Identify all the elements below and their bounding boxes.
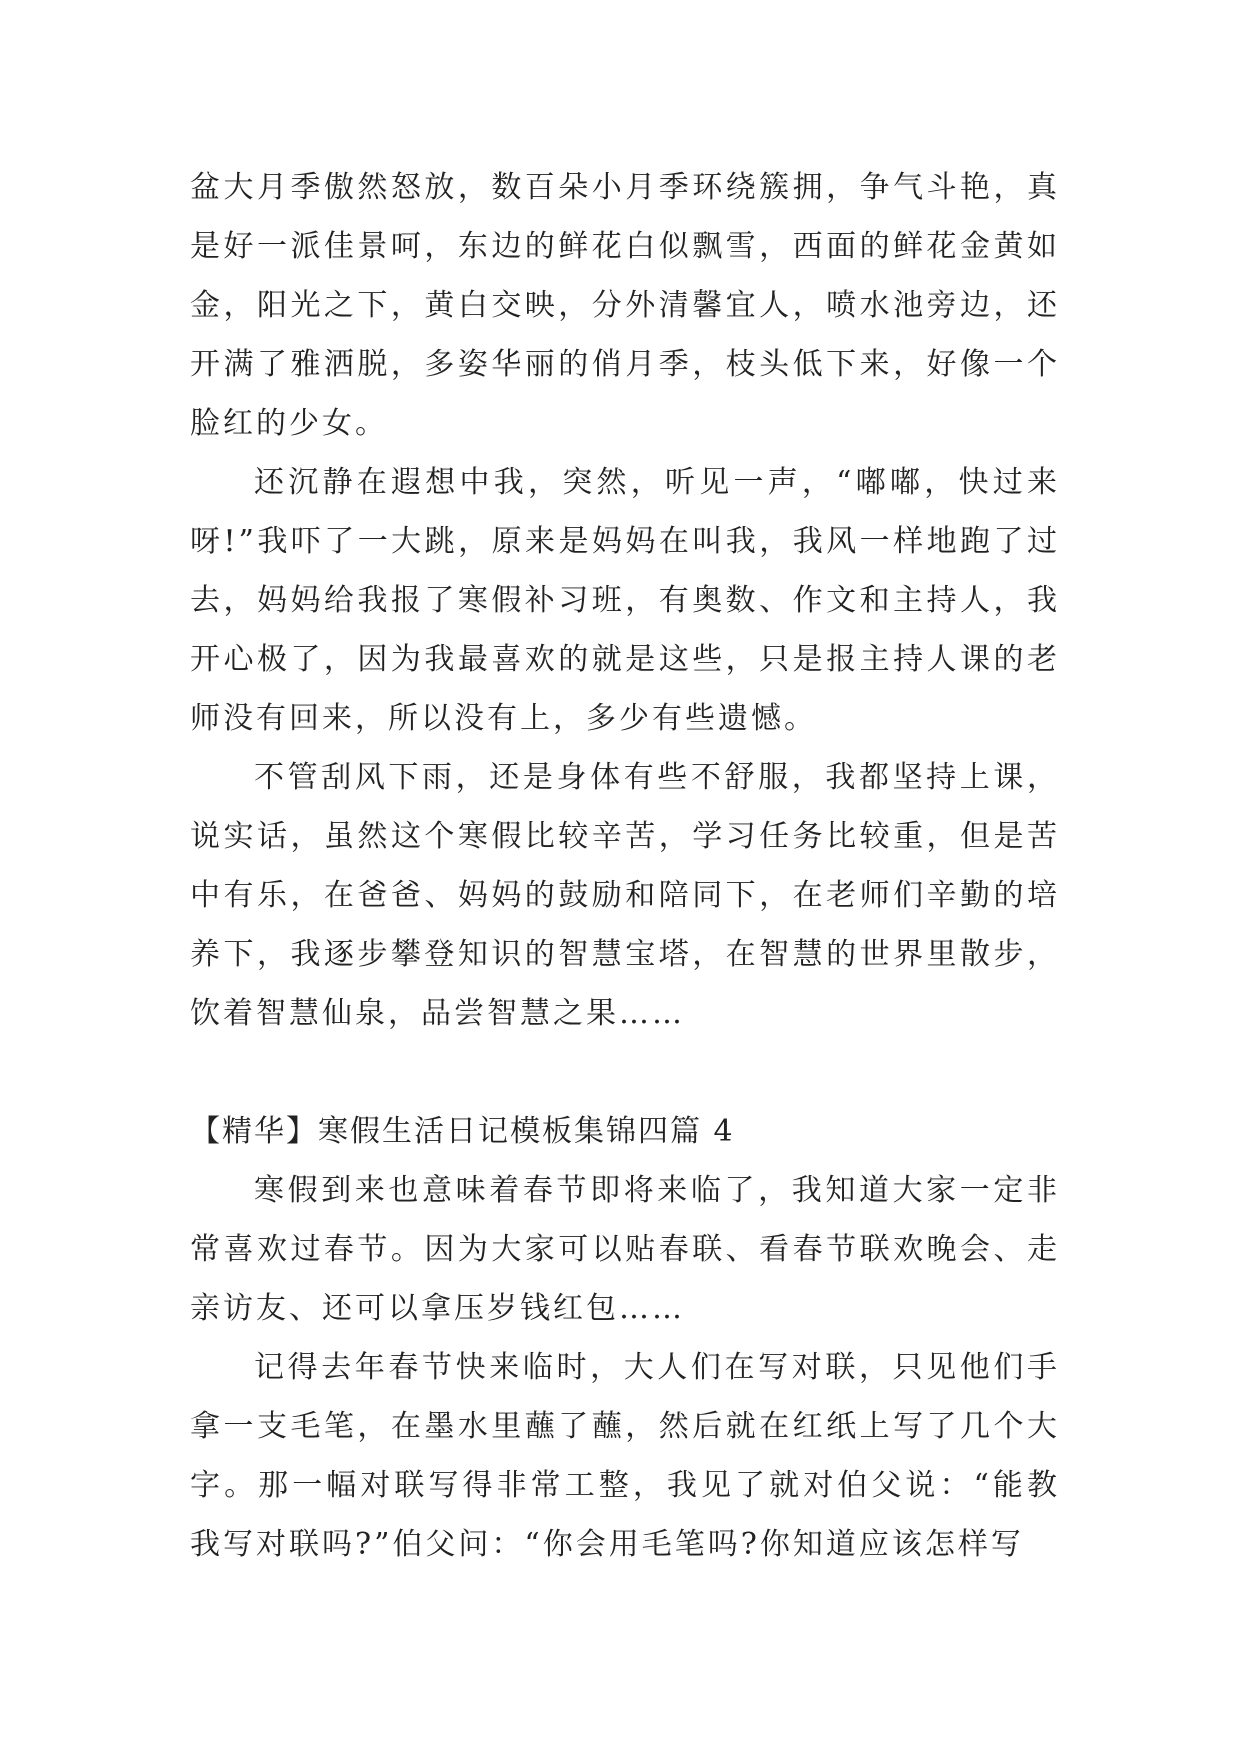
paragraph-mom-calling: 还沉静在遐想中我，突然，听见一声，“嘟嘟，快过来呀!”我吓了一大跳，原来是妈妈在叫我，我风一样地跑了过去，妈妈给我报了寒假补习班，有奥数、作文和主持人，我开心极了，因为我最喜欢的就是这些，只是报主持人课的老师没有回来，所以没有上，多少有些遗憾。 [190, 465, 1060, 736]
paragraph-couplets: 记得去年春节快来临时，大人们在写对联，只见他们手拿一支毛笔，在墨水里蘸了蘸，然后就在红纸上写了几个大字。那一幅对联写得非常工整，我见了就对伯父说：“能教我写对联吗?”伯父问：“你会用毛笔吗?你知道应该怎样写 [190, 1350, 1060, 1562]
paragraph-roses: 盆大月季傲然怒放，数百朵小月季环绕簇拥，争气斗艳，真是好一派佳景呵，东边的鲜花白似飘雪，西面的鲜花金黄如金，阳光之下，黄白交映，分外清馨宜人，喷水池旁边，还开满了雅洒脱，多姿华丽的俏月季，枝头低下来，好像一个脸红的少女。 [190, 170, 1060, 441]
section-spacer [190, 1043, 1060, 1102]
paragraph-spring-festival: 寒假到来也意味着春节即将来临了，我知道大家一定非常喜欢过春节。因为大家可以贴春联、看春节联欢晚会、走亲访友、还可以拿压岁钱红包…… [190, 1173, 1060, 1326]
section-heading: 【精华】寒假生活日记模板集锦四篇 4 [190, 1114, 735, 1149]
paragraph-persist-class: 不管刮风下雨，还是身体有些不舒服，我都坚持上课，说实话，虽然这个寒假比较辛苦，学习任务比较重，但是苦中有乐，在爸爸、妈妈的鼓励和陪同下，在老师们辛勤的培养下，我逐步攀登知识的智慧宝塔，在智慧的世界里散步，饮着智慧仙泉，品尝智慧之果…… [190, 760, 1060, 1031]
document-body [190, 158, 1060, 1574]
